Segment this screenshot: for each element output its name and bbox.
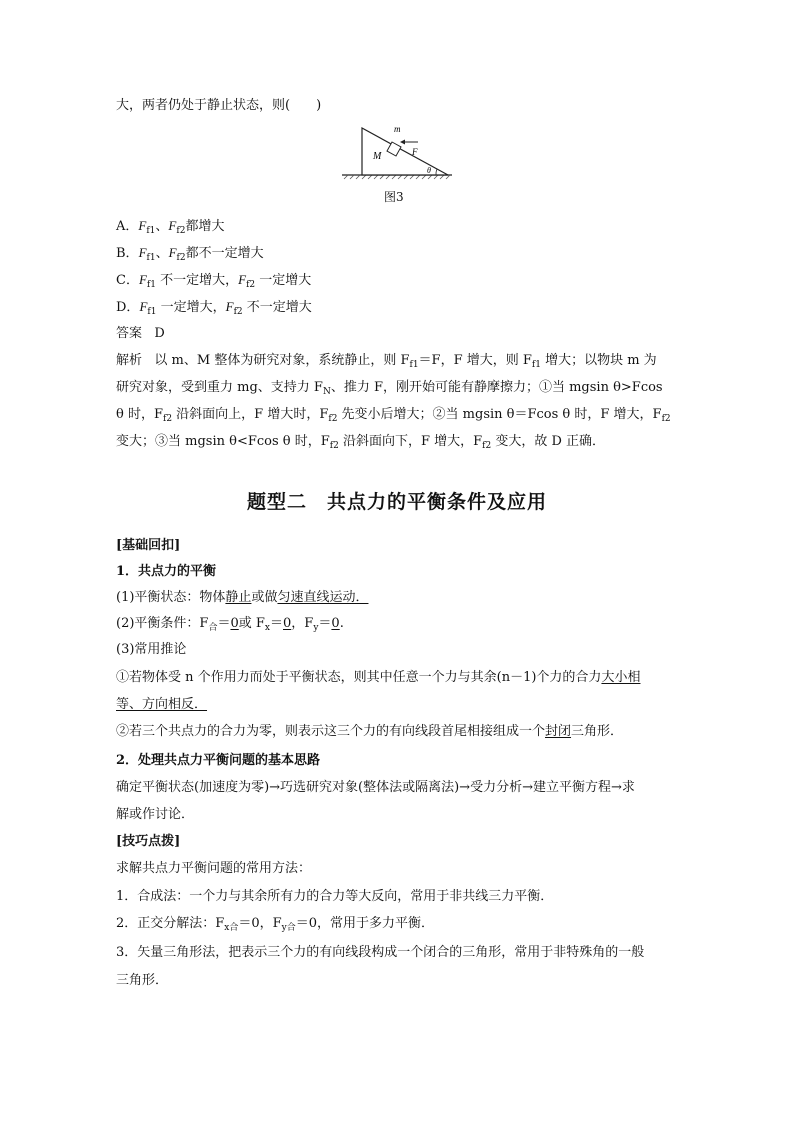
label-F: F: [412, 147, 418, 157]
question-continuation: 大，两者仍处于静止状态，则( ): [116, 98, 322, 113]
tips-method-3: 3．矢量三角形法，把表示三个力的有向线段构成一个闭合的三角形，常用于非特殊角的一般: [116, 945, 645, 960]
basics-p2: 2．处理共点力平衡问题的基本思路: [116, 753, 321, 768]
basics-p1-4-cont: 等、方向相反．: [116, 697, 208, 712]
tips-method-2: 2．正交分解法：$F_{x合}=0$，$F_{y合}=0$，常用于多力平衡．: [116, 916, 435, 933]
basics-p1-2: (2)平衡条件：$F_合=0$或 $F_x=0$，$F_y=0$.: [116, 616, 344, 633]
section-title: 题型二 共点力的平衡条件及应用: [246, 491, 547, 513]
answer-label: 答案: [116, 326, 143, 341]
answer-value: D: [154, 326, 165, 341]
tips-intro: 求解共点力平衡问题的常用方法：: [116, 861, 312, 876]
basics-p2-2: 解或作讨论．: [116, 807, 195, 822]
analysis-line-3: θ 时，$F_{f2}$ 沿斜面向上，F 增大时，$F_{f2}$ 先变小后增大；②当 mgsin θ＝Fcos θ 时，F 增大，$F_{f2}$: [116, 407, 671, 424]
label-theta: θ: [427, 166, 431, 175]
option-d: D．$F_{f1}$ 一定增大，$F_{f2}$ 不一定增大: [116, 299, 312, 317]
option-b: B．$F_{f1}$、$F_{f2}$都不一定增大: [116, 245, 264, 263]
label-m: m: [394, 124, 401, 134]
basics-p1-1: (1)平衡状态：物体静止或做匀速直线运动．: [116, 590, 369, 605]
analysis-label: 解析: [116, 353, 143, 368]
basics-p1-4: ①若物体受 n 个作用力而处于平衡状态，则其中任意一个力与其余(n－1)个力的合力大小相: [116, 670, 641, 685]
ground-hatch: [344, 175, 450, 179]
option-c: C．$F_{f1}$ 不一定增大，$F_{f2}$ 一定增大: [116, 272, 312, 290]
figure-caption: 图3: [384, 190, 404, 204]
analysis-line-1: 解析 以 m、M 整体为研究对象，系统静止，则 $F_{f1}=F$，F 增大，则 $F_{f1}$ 增大；以物块 m 为: [116, 353, 657, 370]
basics-p2-1: 确定平衡状态(加速度为零)→巧选研究对象(整体法或隔离法)→受力分析→建立平衡方程→求: [116, 780, 635, 795]
analysis-line-2: 研究对象，受到重力 mg、支持力 $F_N$、推力 F，刚开始可能有静摩擦力；①当 mgsin θ>Fcos: [116, 380, 663, 397]
tips-method-3-cont: 三角形．: [116, 973, 169, 988]
force-F-arrowhead: [400, 140, 405, 145]
analysis-line-4: 变大；③当 mgsin θ<Fcos θ 时，$F_{f2}$ 沿斜面向下，F 增大，$F_{f2}$ 变大，故 D 正确．: [116, 434, 606, 451]
basics-p1-3: (3)常用推论: [116, 642, 187, 657]
incline-figure: [340, 120, 455, 182]
tips-method-1: 1．合成法：一个力与其余所有力的合力等大反向，常用于非共线三力平衡．: [116, 889, 554, 904]
option-a: A．$F_{f1}$、$F_{f2}$都增大: [116, 218, 225, 236]
answer: [116, 325, 165, 343]
basics-p1: 1．共点力的平衡: [116, 564, 217, 579]
basics-p1-5: ②若三个共点力的合力为零，则表示这三个力的有向线段首尾相接组成一个封闭三角形．: [116, 724, 624, 739]
basics-heading: [基础回扣]: [116, 538, 181, 553]
tips-heading: [技巧点拨]: [116, 834, 181, 849]
label-M: M: [373, 151, 382, 162]
